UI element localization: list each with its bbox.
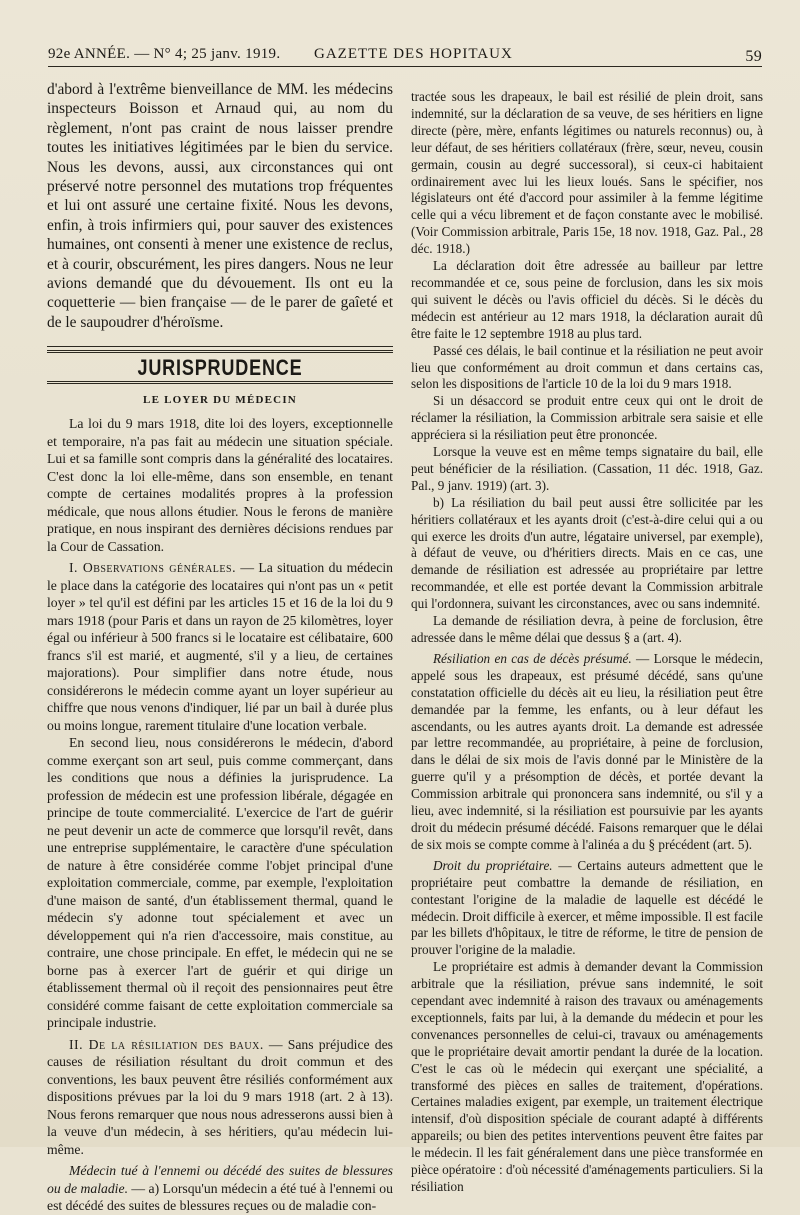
paragraph [47, 1162, 393, 1215]
paragraph-heading: I. Observations générales. [69, 560, 236, 576]
paragraph [47, 1036, 393, 1159]
paragraph: Si un désaccord se produit entre ceux qui ont le droit de réclamer la résiliation, la Commission arbitrale sera saisie et elle appréciera si la résiliation peut être prononcée. [411, 393, 763, 443]
journal-title: GAZETTE DES HOPITAUX [314, 46, 513, 62]
section-title: JURISPRUDENCE [137, 355, 303, 381]
paragraph-heading: Droit du propriétaire. [433, 857, 553, 873]
issue-info: 92e ANNÉE. — N° 4; 25 janv. 1919. [48, 46, 281, 62]
left-column [47, 80, 393, 1215]
paragraph-heading: II. De la résiliation des baux. [69, 1036, 264, 1052]
article-title: LE LOYER DU MÉDECIN [143, 393, 297, 406]
paragraph: Passé ces délais, le bail continue et la résiliation ne peut avoir lieu que conformément au droit commun et dans certains cas, selon les dispositions de l'article 10 de la loi du 9 mars 1918. [411, 342, 763, 392]
section-rule-bottom [47, 381, 393, 384]
paragraph: En second lieu, nous considérerons le médecin, d'abord comme exerçant son art seul, puis comme commerçant, dans les conditions que nous a définies la jurisprudence. La profession de médecin est une profession libérale, dégagée en principe de toute commercialité. L'exercice de l'art de guérir ne peut devenir un acte de commerce que lorsqu'il revêt, dans une entreprise supplémentaire, le caractère d'une spéculation de nature à être considérée comme l'objet principal d'une exploitation commerciale, comme, par exemple, l'exploitation d'une maison de santé, d'un établissement thermal, quand le médecin s'y adonne tout spécialement et avec un développement qui n'a rien d'accessoire, mais constitue, au contraire, une chose principale. En effet, le médecin qui ne se borne pas à exercer l'art de guérir et qui dirige un établissement thermal où il reçoit des pensionnaires peut être considéré comme faisant de cette exploitation commerciale sa principale industrie. [47, 735, 393, 1031]
paragraph-text: — Lorsque le médecin, appelé sous les drapeaux, est présumé décédé, sans qu'une constatation officielle du décès ait eu lieu, la résiliation peut être demandée par la femme, les enfants, ou à leur défaut les ascendants, ou les autres ayants droit. La demande est adressée par lettre recommandée, au propriétaire, à peine de forclusion, dans le délai de six mois de l'avis donné par le Ministère de la guerre qu'il y a présomption de décès, et portée devant la Commission arbitrale qui prononcera sans indemnité, ou s'il y a lieu, avec indemnité, si la résiliation est poursuivie par les ayants droit du médecin présumé décédé. Faisons remarquer que le délai de six mois se compte comme à l'alinéa a du § précédent (art. 5). [411, 650, 763, 852]
paragraph-text: — Certains auteurs admettent que le propriétaire peut combattre la demande de résiliation, en contestant l'origine de la maladie de laquelle est décédé le médecin. Droit difficile à exercer, et même impossible. Il est facile par les billets d'hôpitaux, le titre de réforme, le titre de pension de prouver l'origine de la maladie. [411, 857, 763, 958]
section-rule-top [47, 346, 393, 347]
paragraph: tractée sous les drapeaux, le bail est résilié de plein droit, sans indemnité, sur la déclaration de sa veuve, de ses héritiers en ligne directe (père, mère, enfants légitimes ou naturels reconnus) ou, à leur défaut, de ses héritiers collatéraux (frère, sœur, neveu, cousin germain, cousin au degré successoral), si ceux-ci habitaient ordinairement avec lui les lieux loués. Sans le spécifier, nos législateurs ont été d'accord pour assimiler à la femme légitime celle qui a vécu librement et de façon constante avec le mobilisé. (Voir Commission arbitrale, Paris 15e, 18 nov. 1918, Gaz. Pal., 28 déc. 1918.) [411, 89, 763, 257]
right-column [411, 89, 763, 1196]
section-rule-double [47, 350, 393, 353]
paragraph: b) La résiliation du bail peut aussi être sollicitée par les héritiers collatéraux et les ayants droit (c'est-à-dire celui qui a ou qui exerce les droits d'un autre, légataire universel, par exemple), à défaut de veuve, ou d'héritiers directs. Mais en ce cas, une demande de résiliation est adressée au propriétaire par lettre recommandée, et elle est portée devant la Commission arbitrale qui l'ordonnera, suivant les circonstances, avec ou sans indemnité. [411, 494, 763, 612]
paragraph: La loi du 9 mars 1918, dite loi des loyers, exceptionnelle et temporaire, n'a pas fait au médecin une situation spéciale. Lui et sa famille sont compris dans la généralité des locataires. C'est donc la loi elle-même, dans son ensemble, en tenant compte de certaines modalités propres à la profession médicale, que nous allons étudier. Nous le ferons de manière pratique, en nous inspirant des dernières décisions rendues par la Cour de Cassation. [47, 416, 393, 554]
paragraph: La déclaration doit être adressée au bailleur par lettre recommandée et ce, sous peine de forclusion, dans les six mois qui suivent le décès ou l'avis officiel du décès. Si le décès du médecin est antérieur au 12 mars 1918, la déclaration aurait dû être faite le 12 septembre 1918 au plus tard. [411, 258, 763, 341]
paragraph: Le propriétaire est admis à demander devant la Commission arbitrale que la résiliation, prévue sans indemnité, le soit cependant avec indemnité à raison des travaux ou aménagements exceptionnels, faits par lui, à la demande du médecin et pour les convenances personnelles de celui-ci, travaux ou aménagements que le propriétaire devait amortir pendant la durée de la location. C'est le cas où le médecin qui exerçant une spécialité, a transformé des pièces en salles de traitement, d'opérations. Certaines maladies exigent, par exemple, un traitement électrique intensif, d'où disposition spéciale de courant adapté à différents appareils; ou bien des petites interventions peuvent être faites par le médecin. Il les fait généralement dans une pièce transformée en pièce opératoire : d'où nécessité d'aménagements particuliers. Si la résiliation [411, 959, 763, 1194]
header-rule [48, 66, 762, 67]
paragraph [411, 858, 763, 959]
paragraph [411, 651, 763, 854]
paragraph [47, 559, 393, 734]
page-header [48, 38, 762, 65]
paragraph: La demande de résiliation devra, à peine de forclusion, être adressée dans le même délai que dessus § a (art. 4). [411, 613, 763, 645]
page-number: 59 [745, 48, 762, 65]
paragraph: Lorsque la veuve est en même temps signataire du bail, elle peut bénéficier de la résiliation. (Cassation, 11 déc. 1918, Gaz. Pal., 9 janv. 1919) (art. 3). [411, 444, 763, 493]
paragraph-heading: Médecin tué à l'ennemi ou décédé des suites de blessures ou de maladie. [47, 1163, 393, 1196]
paragraph-text: — Sans préjudice des causes de résiliation résultant du droit commun et des conventions, les baux peuvent être résiliés conformément aux dispositions prévues par la loi du 9 mars 1918 (art. 2 à 13). Nous ferons remarquer que nous nous adresserons aussi bien à la veuve d'un médecin, à ses héritiers, qu'au médecin lui-même. [47, 1036, 393, 1157]
paragraph-text: — a) Lorsqu'un médecin a été tué à l'ennemi ou est décédé des suites de blessures reçues ou de maladie con- [47, 1180, 393, 1214]
paragraph-heading: Résiliation en cas de décès présumé. [433, 650, 632, 666]
paragraph-text: — La situation du médecin le place dans la catégorie des locataires qui n'ont pas un « petit loyer » tel qu'il est défini par les articles 15 et 16 de la loi du 9 mars 1918 (pour Paris et dans un rayon de 25 kilomètres, loyer égal ou inférieur à 500 francs si le locataire est célibataire, 600 francs s'il est marié, et augmenté, s'il y a lieu, de certaines majorations). Pour simplifier dans notre étude, nous considérerons le médecin comme ayant un loyer supérieur au chiffre que nous venons d'indiquer, lié par un bail à durée plus ou moins longue, rarement titulaire d'une location verbale. [47, 560, 393, 733]
intro-paragraph: d'abord à l'extrême bienveillance de MM. les médecins inspecteurs Boisson et Arnaud qui, au nom du règlement, n'ont pas craint de nous laisser prendre toutes les initiatives légitimées par le bien du service. Nous les devons, aussi, aux circonstances qui ont préservé notre personnel des mutations trop fréquentes et lui ont assuré une certaine fixité. Nous les devons, enfin, à trois infirmiers qui, pour sauver des existences humaines, ont consenti à mener une existence de reclus, et à courir, obscurément, les pires dangers. Nous ne leur avions demandé que du dévouement. Ils ont eu la coquetterie — bien française — de le parer de gaîeté et de le saupoudrer d'héroïsme. [47, 81, 393, 331]
